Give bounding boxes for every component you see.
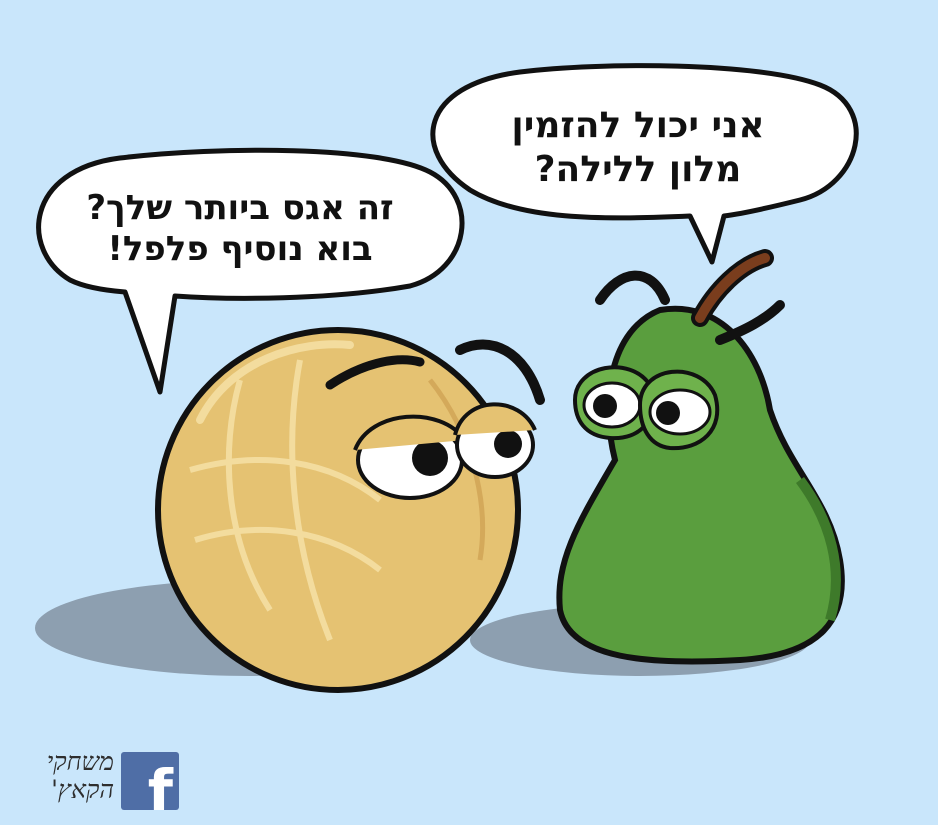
melon-bubble-line-1: זה אגס ביותר שלך?	[86, 188, 394, 228]
page-name	[14, 748, 114, 804]
page-name-line-1: משחקי	[46, 747, 114, 776]
pear-bubble-text	[448, 104, 828, 192]
page-name-line-2: הקאץ'	[51, 775, 114, 804]
pear-character	[559, 258, 841, 662]
pear-bubble-line-1: אני יכול להזמין	[511, 105, 765, 146]
facebook-icon	[121, 752, 179, 810]
melon-bubble-line-2: בוא נוסיף פלפל!	[107, 229, 373, 270]
page-branding	[14, 748, 184, 812]
pear-bubble-line-2: מלון ללילה?	[534, 148, 742, 190]
melon-bubble-text	[40, 188, 440, 271]
facebook-logo-letter: f	[147, 757, 173, 810]
